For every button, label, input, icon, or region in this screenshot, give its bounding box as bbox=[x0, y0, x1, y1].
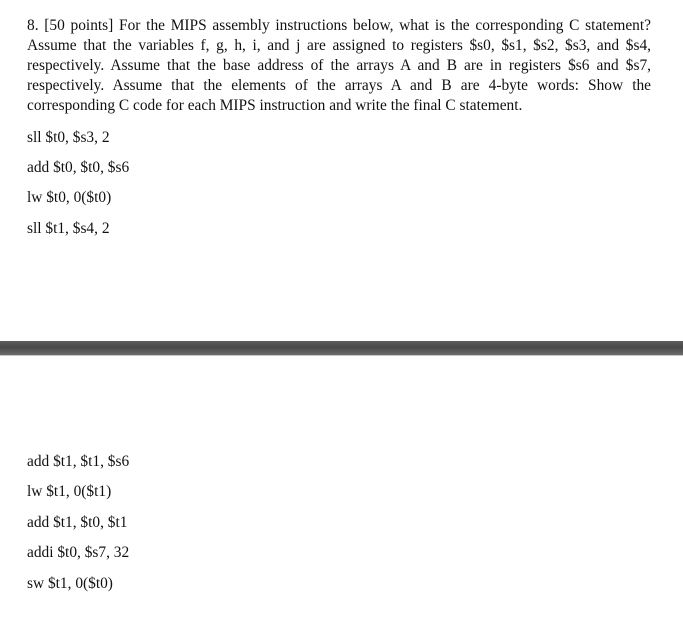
mips-instruction-line: sll $t0, $s3, 2 bbox=[27, 129, 110, 146]
mips-instruction-line: add $t0, $t0, $s6 bbox=[27, 159, 130, 176]
mips-instruction-line: lw $t0, 0($t0) bbox=[27, 189, 112, 206]
mips-instruction-line: sw $t1, 0($t0) bbox=[27, 575, 113, 592]
mips-instruction-line: addi $t0, $s7, 32 bbox=[27, 544, 130, 561]
mips-instruction-line: add $t1, $t1, $s6 bbox=[27, 453, 130, 470]
document-page-2 bbox=[0, 356, 683, 642]
mips-instruction-line: add $t1, $t0, $t1 bbox=[27, 514, 128, 531]
mips-instruction-line: sll $t1, $s4, 2 bbox=[27, 220, 110, 237]
mips-instruction-line: lw $t1, 0($t1) bbox=[27, 483, 112, 500]
page-separator bbox=[0, 341, 683, 355]
question-text: 8. [50 points] For the MIPS assembly instructions below, what is the corresponding C statement? Assume that the variables f, g, h, i, and j are assigned to registers $s0, $s1, $s2, $s3, and $s4, respectively. Assume that the base address of the arrays A and B are in registers $s6 and $s7, respectively. Assume that the elements of the arrays A and B are 4-byte words: Show the corresponding C code for each MIPS instruction and write the final C statement. bbox=[27, 17, 651, 114]
